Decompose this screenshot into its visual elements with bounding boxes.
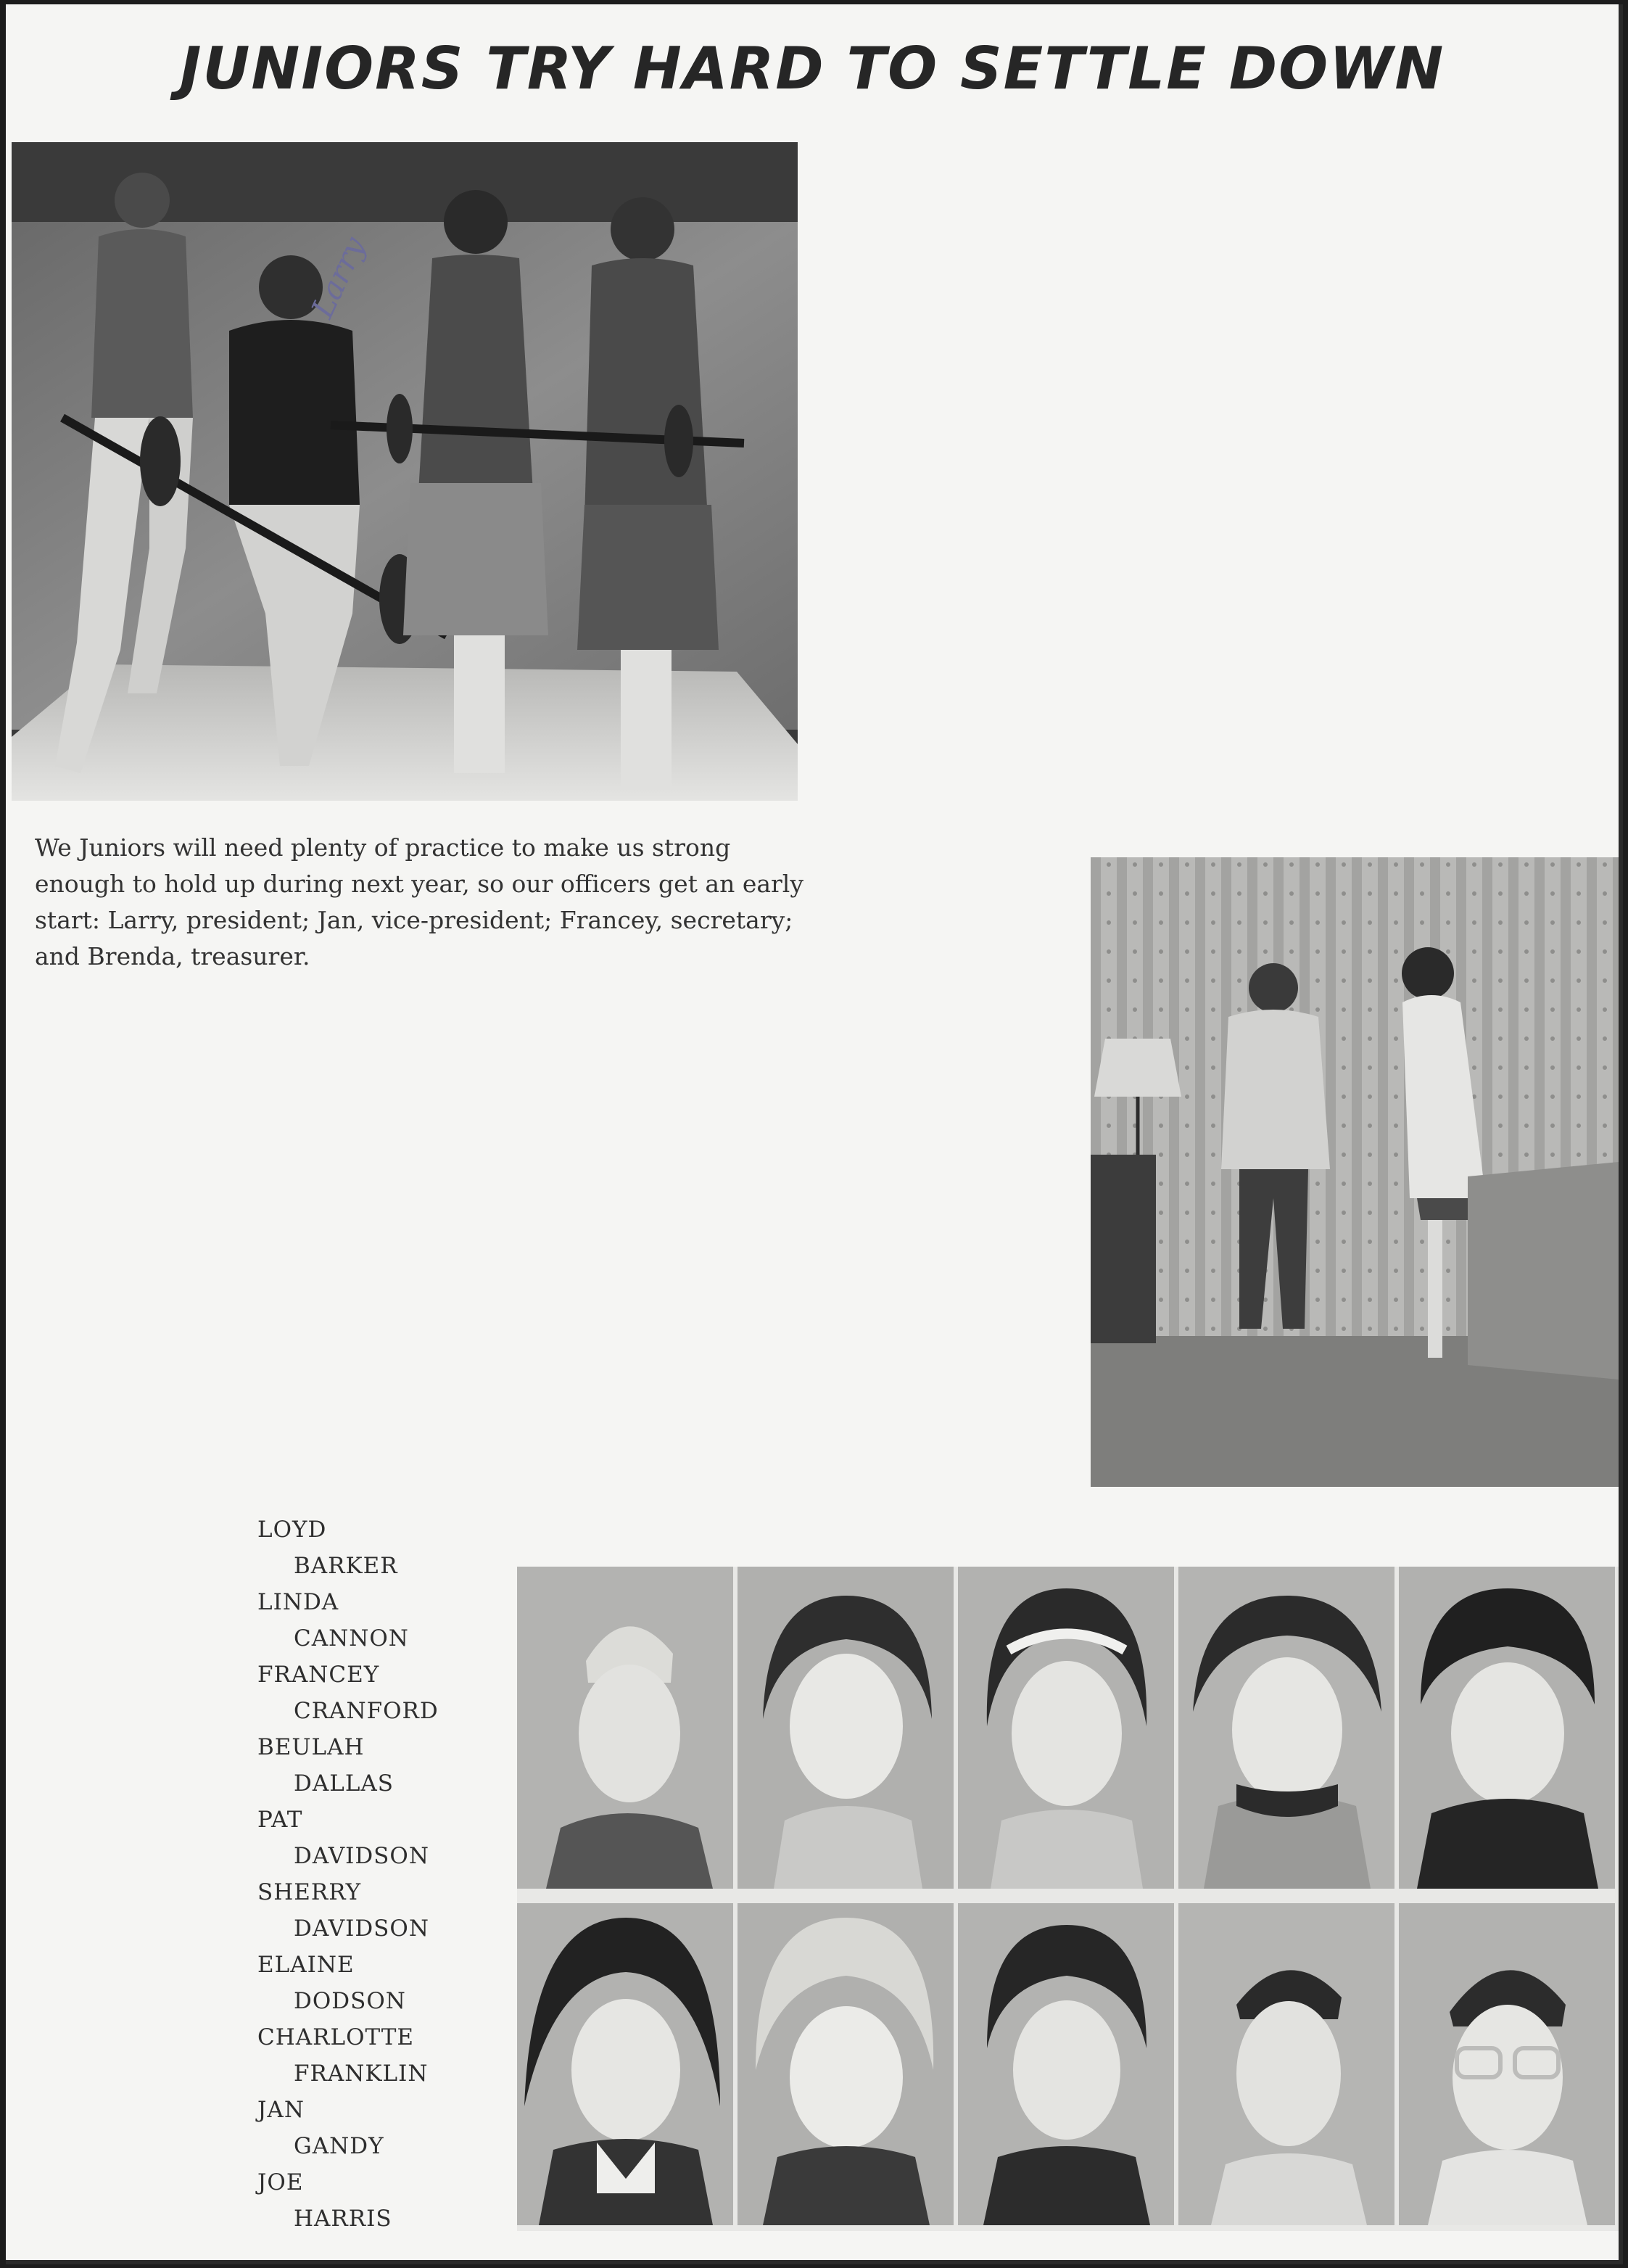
student-portrait [1178,1567,1394,1889]
yearbook-page [6,4,1623,2264]
student-last-name: CANNON [294,1625,409,1651]
student-last-name: GANDY [294,2133,384,2159]
skit-photo [1091,857,1619,1487]
student-portrait [958,1567,1174,1889]
student-first-name: ELAINE [257,1952,355,1978]
student-first-name: JOE [257,2169,304,2195]
officers-photo [12,142,798,801]
student-first-name: LOYD [257,1517,327,1543]
student-portrait [517,1903,733,2225]
student-first-name: FRANCEY [257,1662,380,1688]
student-last-name: BARKER [294,1553,398,1579]
student-last-name: DALLAS [294,1770,394,1797]
student-last-name: DAVIDSON [294,1843,429,1869]
page-title: JUNIORS TRY HARD TO SETTLE DOWN [179,35,1445,102]
portrait-grid [517,1567,1619,2231]
student-last-name: HARRIS [294,2206,392,2232]
student-first-name: CHARLOTTE [257,2024,415,2050]
student-first-name: LINDA [257,1589,339,1615]
student-last-name: DAVIDSON [294,1916,429,1942]
student-portrait [1399,1567,1615,1889]
student-portrait [737,1567,954,1889]
student-portrait [1178,1903,1394,2225]
student-first-name: BEULAH [257,1734,365,1760]
student-first-name: SHERRY [257,1879,362,1905]
student-portrait [737,1903,954,2225]
student-last-name: DODSON [294,1988,406,2014]
student-portrait [517,1567,733,1889]
student-portrait [1399,1903,1615,2225]
student-first-name: PAT [257,1807,303,1833]
handwriting-note: Larry [304,231,373,323]
student-last-name: FRANKLIN [294,2061,429,2087]
student-names-list [257,1512,504,2237]
student-first-name: JAN [257,2097,305,2123]
photo-caption: We Juniors will need plenty of practice to make us strong enough to hold up during next year, so our officers get an early start: Larry, president; Jan, vice-president; Francey, secretary; and Brenda, treasurer. [35,833,803,970]
student-portrait [958,1903,1174,2225]
student-last-name: CRANFORD [294,1698,439,1724]
